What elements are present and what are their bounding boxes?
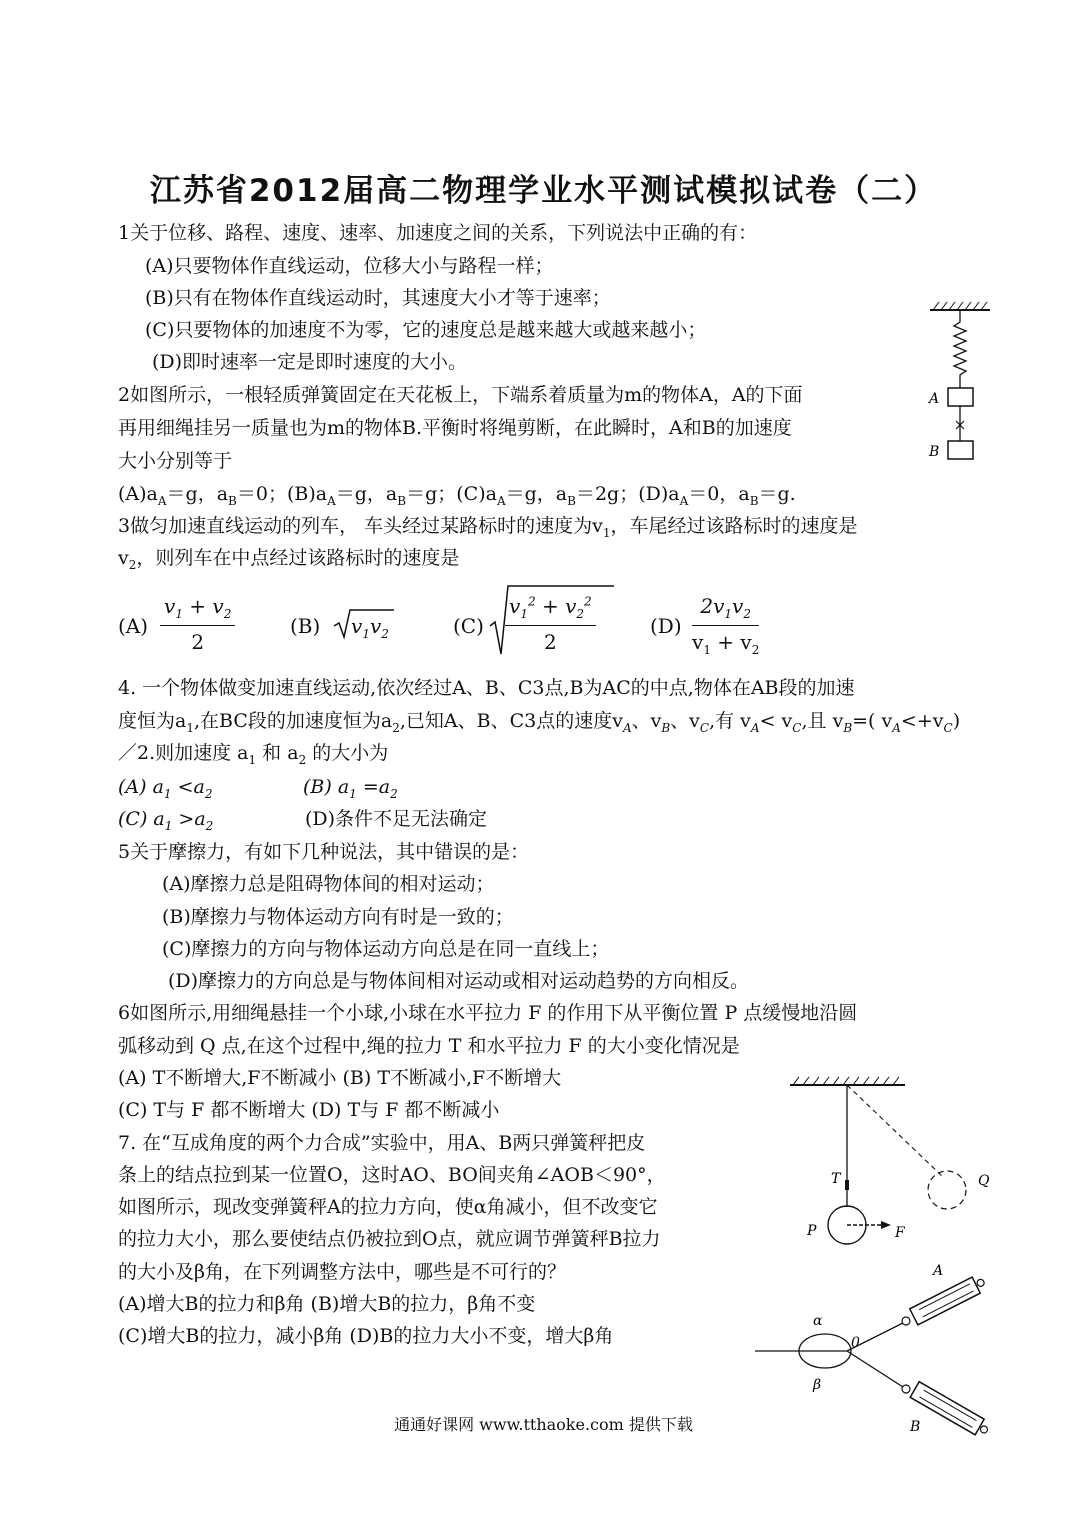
fig-label-o: 0: [851, 1335, 860, 1351]
q6-options-ab: (A) T不断增大,F不断减小 (B) T不断减小,F不断增大: [118, 1067, 562, 1089]
fig-label-b: B: [929, 444, 940, 460]
q1-stem: 1关于位移、路程、速度、速率、加速度之间的关系，下列说法中正确的有：: [118, 222, 758, 244]
q3-option-d-formula: $\frac{2v_1v_2}{v_1 + v_2}$: [692, 594, 760, 657]
fig-label-a: A: [933, 1263, 944, 1279]
q7-line-2: 条上的结点拉到某一位置O，这时AO、BO间夹角∠AOB＜90°，: [118, 1164, 666, 1186]
q3-option-b-label: (B): [290, 614, 321, 638]
q3-line-2: $v_2$，则列车在中点经过该路标时的速度是: [118, 547, 460, 572]
q3-option-a-label: (A): [118, 614, 149, 638]
q6-line-1: 6如图所示,用细绳悬挂一个小球,小球在水平拉力 F 的作用下从平衡位置 P 点缓慢地沿圆: [118, 1002, 858, 1024]
q3-option-d-label: (D): [650, 614, 682, 638]
q4-line-3: ／2.则加速度 $a_1$ 和 $a_2$ 的大小为: [118, 742, 389, 767]
fig-label-f: F: [895, 1225, 905, 1241]
q3-option-b-formula: $v_1v_2$: [351, 614, 389, 641]
q4-option-d: (D)条件不足无法确定: [305, 808, 488, 830]
pendulum-figure: [785, 1075, 1010, 1245]
q5-option-d: (D)摩擦力的方向总是与物体间相对运动或相对运动趋势的方向相反。: [168, 970, 750, 992]
page-title: 江苏省2012届高二物理学业水平测试模拟试卷（二）: [149, 173, 938, 209]
q7-options-cd: (C)增大B的拉力，减小β角 (D)B的拉力大小不变，增大β角: [118, 1325, 614, 1347]
footer-source: 通通好课网 www.tthaoke.com 提供下载: [394, 1415, 693, 1434]
q2-line-2: 再用细绳挂另一质量也为m的物体B.平衡时将绳剪断，在此瞬时，A和B的加速度: [118, 417, 792, 439]
q1-option-d: (D)即时速率一定是即时速度的大小。: [152, 351, 468, 373]
fig-label-b: B: [910, 1419, 921, 1435]
q2-line-1: 2如图所示，一根轻质弹簧固定在天花板上，下端系着质量为m的物体A，A的下面: [118, 384, 803, 406]
q4-option-b: (B) $a_1 =a_2$: [303, 776, 398, 801]
q2-line-3: 大小分别等于: [118, 450, 233, 472]
q5-option-c: (C)摩擦力的方向与物体运动方向总是在同一直线上；: [162, 938, 610, 960]
q2-options: $(A)a_A=g$，$a_B=0$；$(B)a_A=g$，$a_B=g$；$(C)a_A=g$，$a_B=2g$；$(D)a_A=0$，$a_B=g$.: [118, 483, 796, 508]
q1-option-a: (A)只要物体作直线运动，位移大小与路程一样；: [145, 255, 554, 277]
q1-option-b: (B)只有在物体作直线运动时，其速度大小才等于速率；: [145, 287, 611, 309]
q4-option-c: (C) $a_1 >a_2$: [118, 808, 214, 833]
q4-option-a: (A) $a_1 <a_2$: [118, 776, 213, 801]
q4-line-1: 4. 一个物体做变加速直线运动,依次经过A、B、C3点,B为AC的中点,物体在AB段的加速: [118, 677, 855, 699]
fig-label-t: T: [831, 1171, 841, 1187]
q7-line-3: 如图所示，现改变弹簧秤A的拉力方向，使α角减小，但不改变它: [118, 1196, 658, 1218]
q5-option-b: (B)摩擦力与物体运动方向有时是一致的；: [162, 906, 514, 928]
fig-label-beta: β: [813, 1377, 822, 1393]
q7-line-5: 的大小及β角，在下列调整方法中，哪些是不可行的？: [118, 1261, 566, 1283]
q6-options-cd: (C) T与 F 都不断增大 (D) T与 F 都不断减小: [118, 1099, 500, 1121]
q5-stem: 5关于摩擦力，有如下几种说法，其中错误的是：: [118, 841, 530, 863]
q3-option-a-formula: $\frac{v_1 + v_2}{2}$: [160, 594, 235, 654]
q1-option-c: (C)只要物体的加速度不为零，它的速度总是越来越大或越来越小；: [145, 319, 707, 341]
q3-line-1: 3做匀加速直线运动的列车， 车头经过某路标时的速度为$v_1$，车尾经过该路标时的速度是: [118, 515, 858, 540]
q7-options-ab: (A)增大B的拉力和β角 (B)增大B的拉力，β角不变: [118, 1293, 536, 1315]
fig-label-p: P: [807, 1223, 817, 1239]
spring-balance-figure: [755, 1255, 1000, 1435]
q6-line-2: 弧移动到 Q 点,在这个过程中,绳的拉力 T 和水平拉力 F 的大小变化情况是: [118, 1035, 740, 1057]
q7-line-1: 7. 在“互成角度的两个力合成”实验中，用A、B两只弹簧秤把皮: [118, 1132, 646, 1154]
q5-option-a: (A)摩擦力总是阻碍物体间的相对运动；: [162, 873, 495, 895]
q3-option-c-formula: $\frac{v_1^2 + v_2^2}{2}$: [505, 594, 596, 654]
fig-label-alpha: α: [813, 1313, 823, 1329]
q3-option-c-label: (C): [453, 614, 484, 638]
spring-figure: [925, 300, 995, 470]
fig-label-a: A: [929, 391, 940, 407]
q4-line-2: 度恒为$a_1$,在BC段的加速度恒为$a_2$,已知A、B、C3点的速度$v_A$、$v_B$、$v_C$,有 $v_A< v_C$,且 $v_B=$( $v_A<+v_C$): [118, 710, 961, 735]
q7-line-4: 的拉力大小，那么要使结点仍被拉到O点，就应调节弹簧秤B拉力: [118, 1228, 661, 1250]
fig-label-q: Q: [978, 1173, 990, 1189]
